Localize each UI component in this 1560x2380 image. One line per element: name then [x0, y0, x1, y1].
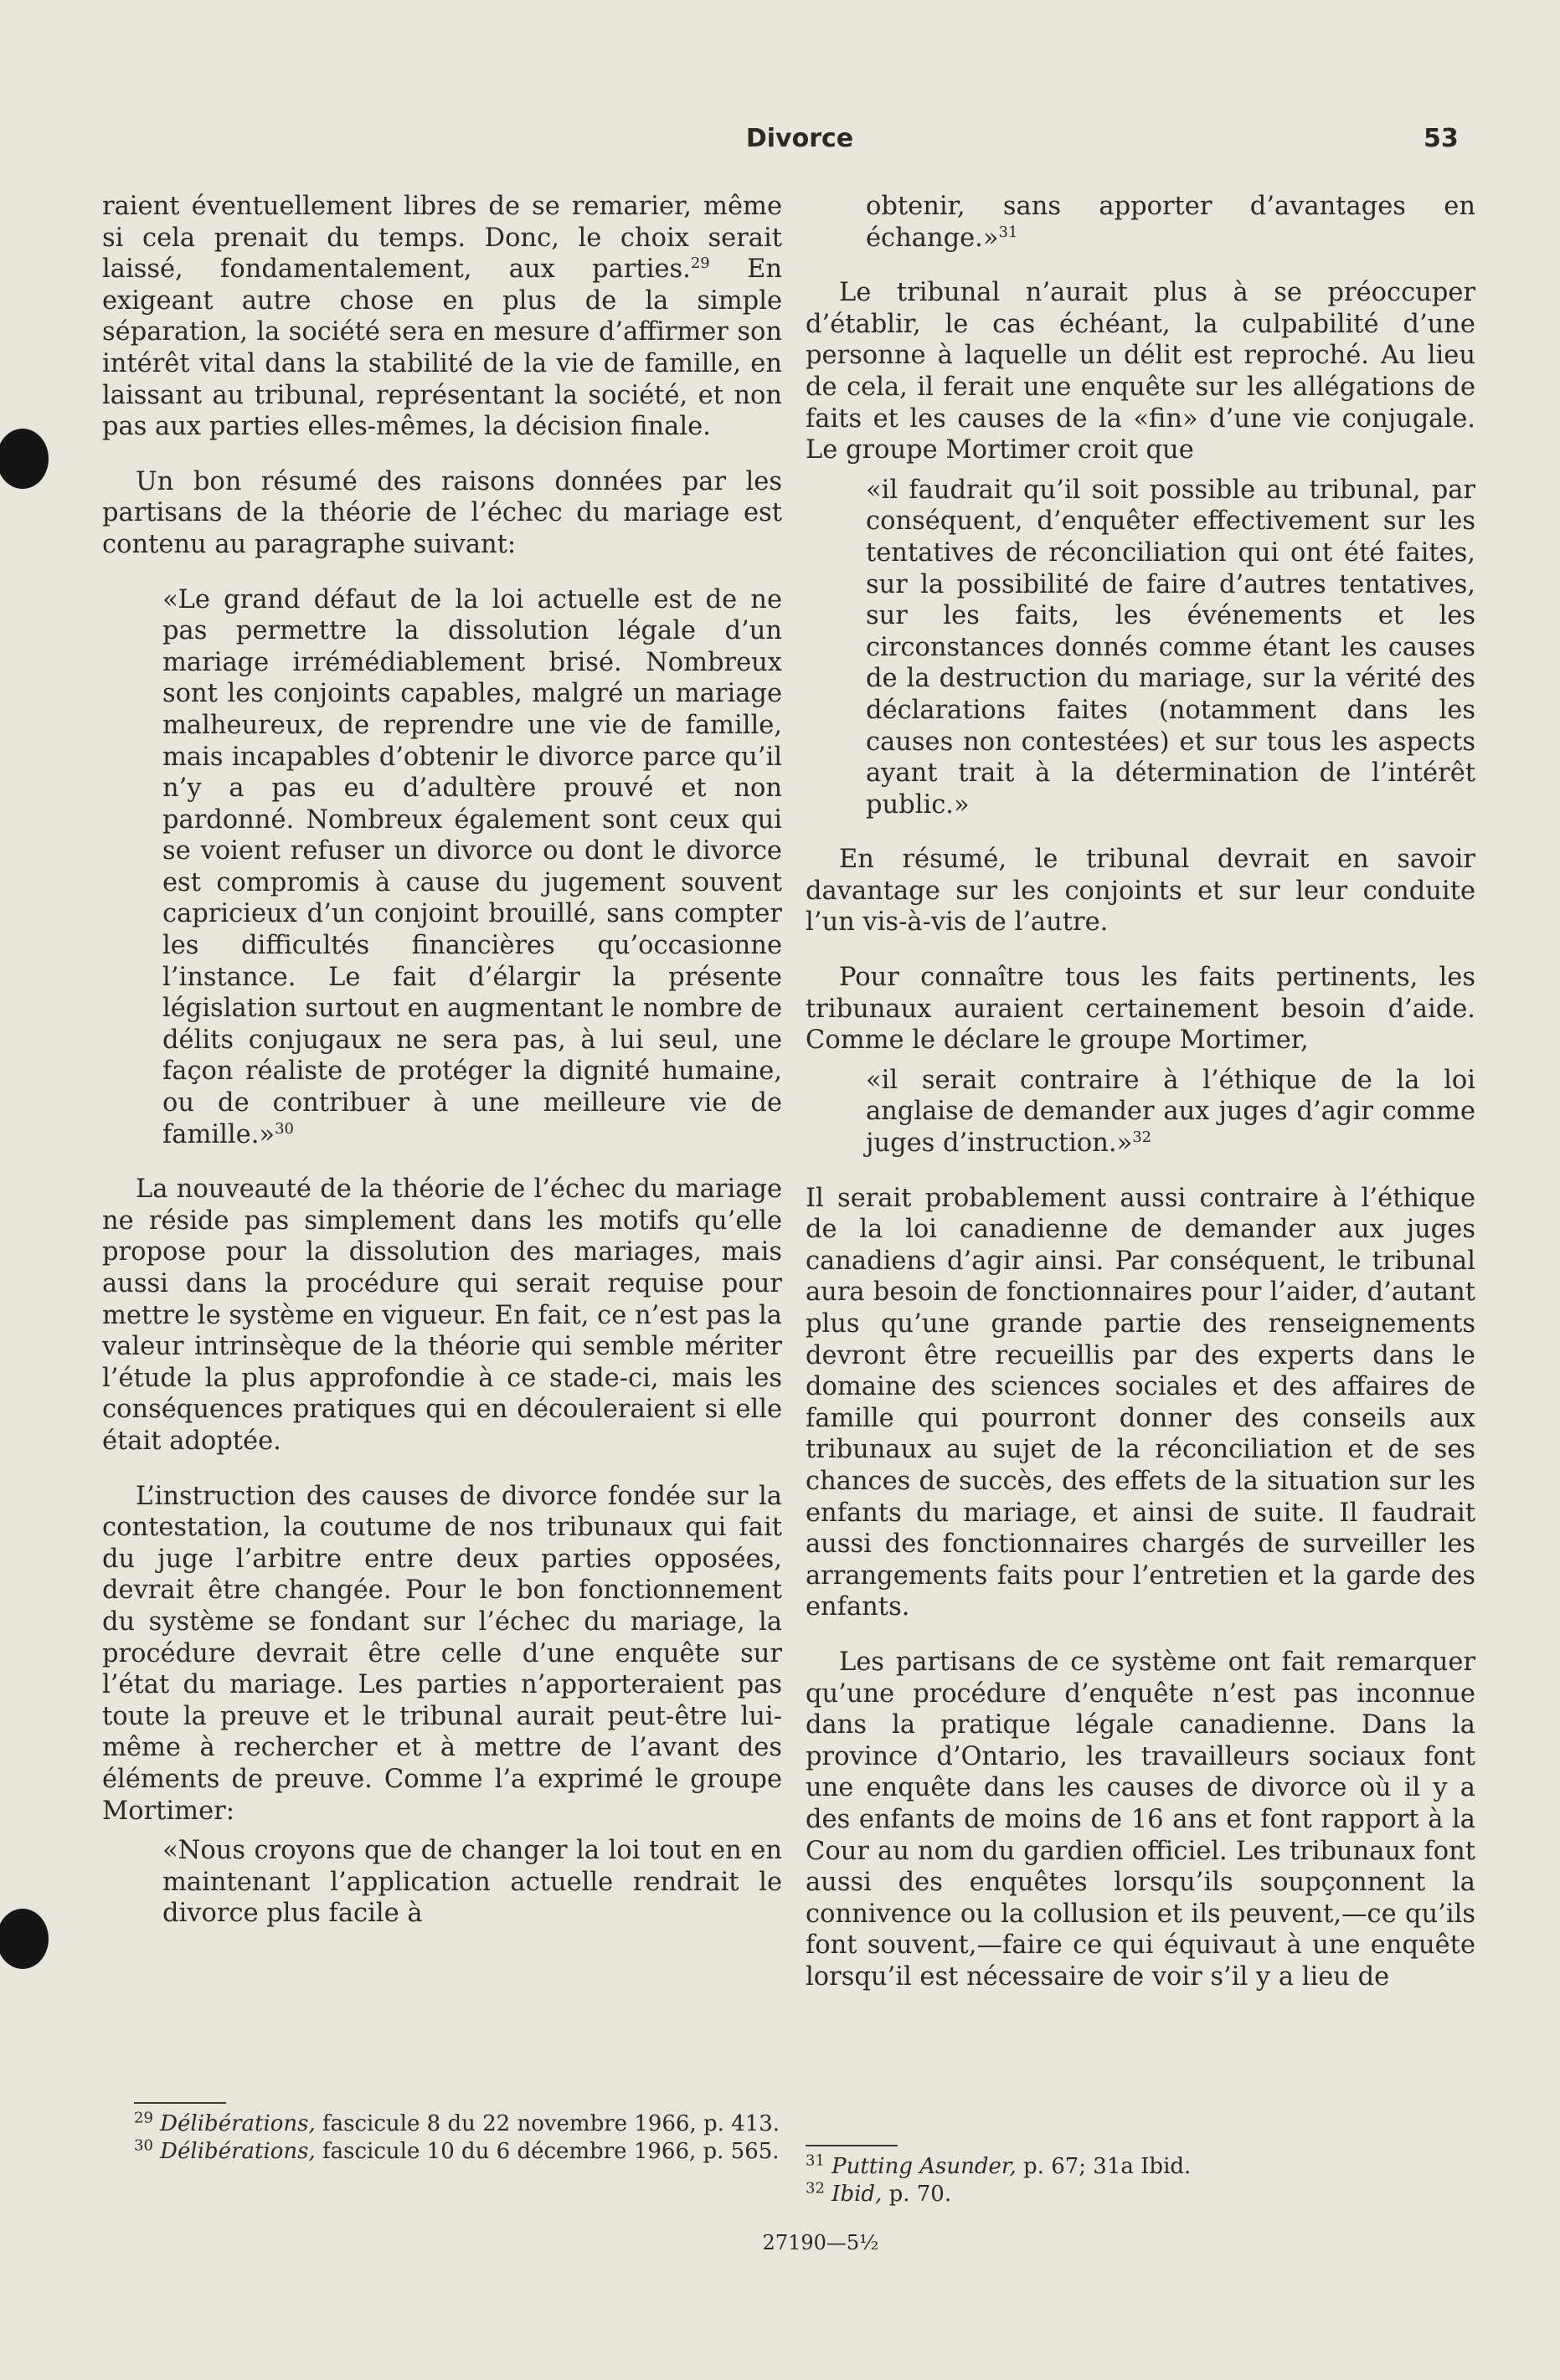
- footnote-rule: [134, 2102, 226, 2104]
- footnote: $^{30}$ Délibérations, fascicule 10 du 6 décembre 1966, p. 565.: [134, 2136, 780, 2164]
- paragraph: Les partisans de ce système ont fait remarquer qu’une procédure d’enquête n’est pas inconnue dans la pratique légale canadienne. Dans la province d’Ontario, les travailleurs sociaux font une enquête dans les causes de divorce où il y a des enfants de moins de 16 ans et font rapport à la Cour au nom du gardien officiel. Les tribunaux font aussi des enquêtes lorsqu’ils soupçonnent la connivence ou la collusion et ils peuvent,—ce qu’ils font souvent,—faire ce qui équivaut à une enquête lorsqu’il est nécessaire de voir s’il y a lieu de: [806, 1647, 1475, 1992]
- paragraph: raient éventuellement libres de se remarier, même si cela prenait du temps. Donc, le choix serait laissé, fondamentalement, aux parties.$^{29}$ En exigeant autre chose en plus de la simple séparation, la société sera en mesure d’affirmer son intérêt vital dans la stabilité de la vie de famille, en laissant au tribunal, représentant la société, et non pas aux parties elles-mêmes, la décision finale.: [102, 192, 782, 442]
- footnote-ref: 30: [275, 1119, 294, 1138]
- right-column: [806, 191, 1475, 2016]
- page-number: 53: [1424, 124, 1459, 153]
- left-column: [102, 191, 782, 1953]
- footnote: $^{32}$ Ibid, p. 70.: [806, 2179, 952, 2207]
- footnote-ref: 29: [690, 254, 710, 273]
- block-quote-continued: obtenir, sans apporter d’avantages en échange.»$^{31}$: [866, 192, 1475, 253]
- footnote-ref: 31: [998, 223, 1018, 241]
- paragraph: Un bon résumé des raisons données par les partisans de la théorie de l’échec du mariage est contenu au paragraphe suivant:: [102, 466, 782, 559]
- footnote-ref: 32: [1132, 1128, 1152, 1146]
- block-quote: «Le grand défaut de la loi actuelle est de ne pas permettre la dissolution légale d’un mariage irrémédiablement brisé. Nombreux sont les conjoints capables, malgré un mariage malheureux, de reprendre une vie de famille, mais incapables d’obtenir le divorce parce qu’il n’y a pas eu d’adultère prouvé et non pardonné. Nombreux également sont ceux qui se voient refuser un divorce ou dont le divorce est compromis à cause du jugement souvent capricieux d’un conjoint brouillé, sans compter les difficultés financières qu’occasionne l’instance. Le fait d’élargir la présente législation surtout en augmentant le nombre de délits conjugaux ne sera pas, à lui seul, une façon réaliste de protéger la dignité humaine, ou de contribuer à une meilleure vie de famille.»$^{30}$: [162, 584, 782, 1149]
- paragraph: Il serait probablement aussi contraire à l’éthique de la loi canadienne de demander aux juges canadiens d’agir ainsi. Par conséquent, le tribunal aura besoin de fonctionnaires pour l’aider, d’autant plus qu’une grande partie des renseignements devront être recueillis par des experts dans le domaine des sciences sociales et des affaires de famille qui pourront donner des conseils aux tribunaux au sujet de la réconciliation et de ses chances de succès, des effets de la situation sur les enfants du mariage, et ainsi de suite. Il faudrait aussi des fonctionnaires chargés de surveiller les arrangements faits pour l’entretien et la garde des enfants.: [806, 1183, 1475, 1622]
- running-title: Divorce: [745, 124, 854, 153]
- block-quote: «Nous croyons que de changer la loi tout en en maintenant l’application actuelle rendrait le divorce plus facile à: [162, 1836, 782, 1929]
- binder-hole-top: [0, 429, 49, 489]
- paragraph: Pour connaître tous les faits pertinents, les tribunaux auraient certainement besoin d’aide. Comme le déclare le groupe Mortimer,: [806, 963, 1475, 1056]
- paragraph: La nouveauté de la théorie de l’échec du mariage ne réside pas simplement dans les motifs qu’elle propose pour la dissolution des mariages, mais aussi dans la procédure qui serait requise pour mettre le système en vigueur. En fait, ce n’est pas la valeur intrinsèque de la théorie qui semble mériter l’étude la plus approfondie à ce stade-ci, mais les conséquences pratiques qui en découleraient si elle était adoptée.: [102, 1175, 782, 1456]
- block-quote: «il serait contraire à l’éthique de la loi anglaise de demander aux juges d’agir comme juges d’instruction.»$^{32}$: [866, 1065, 1475, 1159]
- footnote: $^{31}$ Putting Asunder, p. 67; 31a Ibid.: [806, 2151, 1192, 2179]
- footnote-rule: [806, 2145, 898, 2146]
- paragraph: Le tribunal n’aurait plus à se préoccuper d’établir, le cas échéant, la culpabilité d’une personne à laquelle un délit est reproché. Au lieu de cela, il ferait une enquête sur les allégations de faits et les causes de la «fin» d’une vie conjugale. Le groupe Mortimer croit que: [806, 278, 1475, 465]
- print-code: 27190—5½: [762, 2231, 879, 2254]
- paragraph: L’instruction des causes de divorce fondée sur la contestation, la coutume de nos tribunaux qui fait du juge l’arbitre entre deux parties opposées, devrait être changée. Pour le bon fonctionnement du système se fondant sur l’échec du mariage, la procédure devrait être celle d’une enquête sur l’état du mariage. Les parties n’apporteraient pas toute la preuve et le tribunal aurait peut-être lui-même à rechercher et à mettre de l’avant des éléments de preuve. Comme l’a exprimé le groupe Mortimer:: [102, 1481, 782, 1826]
- footnotes-left: [134, 2097, 787, 2166]
- binder-hole-bottom: [0, 1909, 49, 1969]
- footnote: $^{29}$ Délibérations, fascicule 8 du 22 novembre 1966, p. 413.: [134, 2109, 780, 2136]
- block-quote: «il faudrait qu’il soit possible au tribunal, par conséquent, d’enquêter effectivement sur les tentatives de réconciliation qui ont été faites, sur la possibilité de faire d’autres tentatives, sur les faits, les événements et les circonstances donnés comme étant les causes de la destruction du mariage, sur la vérité des déclarations faites (notamment dans les causes non contestées) et sur tous les aspects ayant trait à la détermination de l’intérêt public.»: [866, 475, 1475, 820]
- footnotes-right: [806, 2140, 1475, 2208]
- paragraph: En résumé, le tribunal devrait en savoir davantage sur les conjoints et sur leur conduite l’un vis-à-vis de l’autre.: [806, 845, 1475, 938]
